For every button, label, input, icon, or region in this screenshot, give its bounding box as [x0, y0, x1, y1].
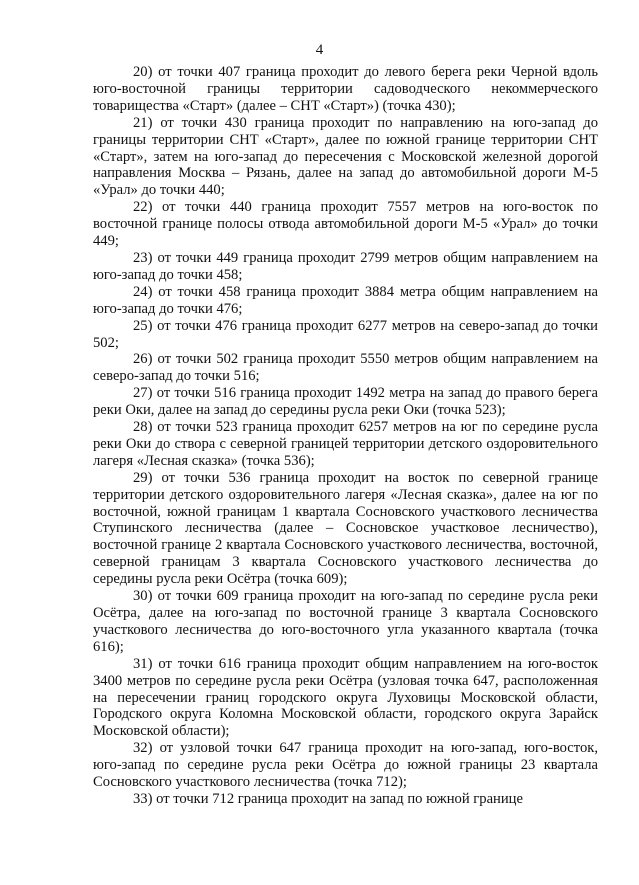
- paragraph-30: 30) от точки 609 граница проходит на юго-запад по середине русла реки Осётра, далее на юго-запад по восточной границе 3 квартала Сосновского участкового лесничества до юго-восточного угла указанного квартала (точка 616);: [93, 588, 598, 655]
- paragraph-31: 31) от точки 616 граница проходит общим направлением на юго-восток 3400 метров по середине русла реки Осётра (узловая точка 647, расположенная на пересечении границ городского округа Луховицы Московской области, Городского округа Коломна Московской области, городского округа Зарайск Московской области);: [93, 655, 598, 740]
- paragraph-26: 26) от точки 502 граница проходит 5550 метров общим направлением на северо-запад до точки 516;: [93, 351, 598, 385]
- paragraph-22: 22) от точки 440 граница проходит 7557 метров на юго-восток по восточной границе полосы отвода автомобильной дороги М-5 «Урал» до точки 449;: [93, 199, 598, 250]
- paragraph-21: 21) от точки 430 граница проходит по направлению на юго-запад до границы территории СНТ «Старт», далее по южной границе территории СНТ «Старт», затем на юго-запад до пересечения с Московской железной дорогой направления Москва – Рязань, далее на запад до автомобильной дороги М-5 «Урал» до точки 440;: [93, 114, 598, 199]
- page-number: 4: [315, 42, 324, 58]
- paragraph-20: 20) от точки 407 граница проходит до левого берега реки Черной вдоль юго-восточной границы территории садоводческого некоммерческого товарищества «Старт» (далее – СНТ «Старт») (точка 430);: [93, 64, 598, 114]
- document-body: [93, 64, 598, 808]
- paragraph-33: 33) от точки 712 граница проходит на запад по южной границе: [133, 790, 523, 807]
- paragraph-23: 23) от точки 449 граница проходит 2799 метров общим направлением на юго-запад до точки 458;: [93, 249, 598, 283]
- paragraph-24: 24) от точки 458 граница проходит 3884 метра общим направлением на юго-запад до точки 476;: [93, 283, 598, 317]
- paragraph-29: 29) от точки 536 граница проходит на восток по северной границе территории детского оздоровительного лагеря «Лесная сказка», далее на юг по восточной, южной границам 1 квартала Сосновского участкового лесничества Ступинского лесничества (далее – Сосновское участковое лесничество), восточной границе 2 квартала Сосновского участкового лесничества, восточной, северной границам 3 квартала Сосновского участкового лесничества до середины русла реки Осётра (точка 609);: [93, 469, 598, 588]
- paragraph-28: 28) от точки 523 граница проходит 6257 метров на юг по середине русла реки Оки до створа с северной границей территории детского оздоровительного лагеря «Лесная сказка» (точка 536);: [93, 419, 598, 469]
- paragraph-27: 27) от точки 516 граница проходит 1492 метра на запад до правого берега реки Оки, далее на запад до середины русла реки Оки (точка 523);: [93, 385, 598, 419]
- paragraph-32: 32) от узловой точки 647 граница проходит на юго-запад, юго-восток, юго-запад по середине русла реки Осётра до южной границы 23 квартала Сосновского участкового лесничества (точка 712);: [93, 740, 598, 791]
- paragraph-25: 25) от точки 476 граница проходит 6277 метров на северо-запад до точки 502;: [93, 317, 598, 351]
